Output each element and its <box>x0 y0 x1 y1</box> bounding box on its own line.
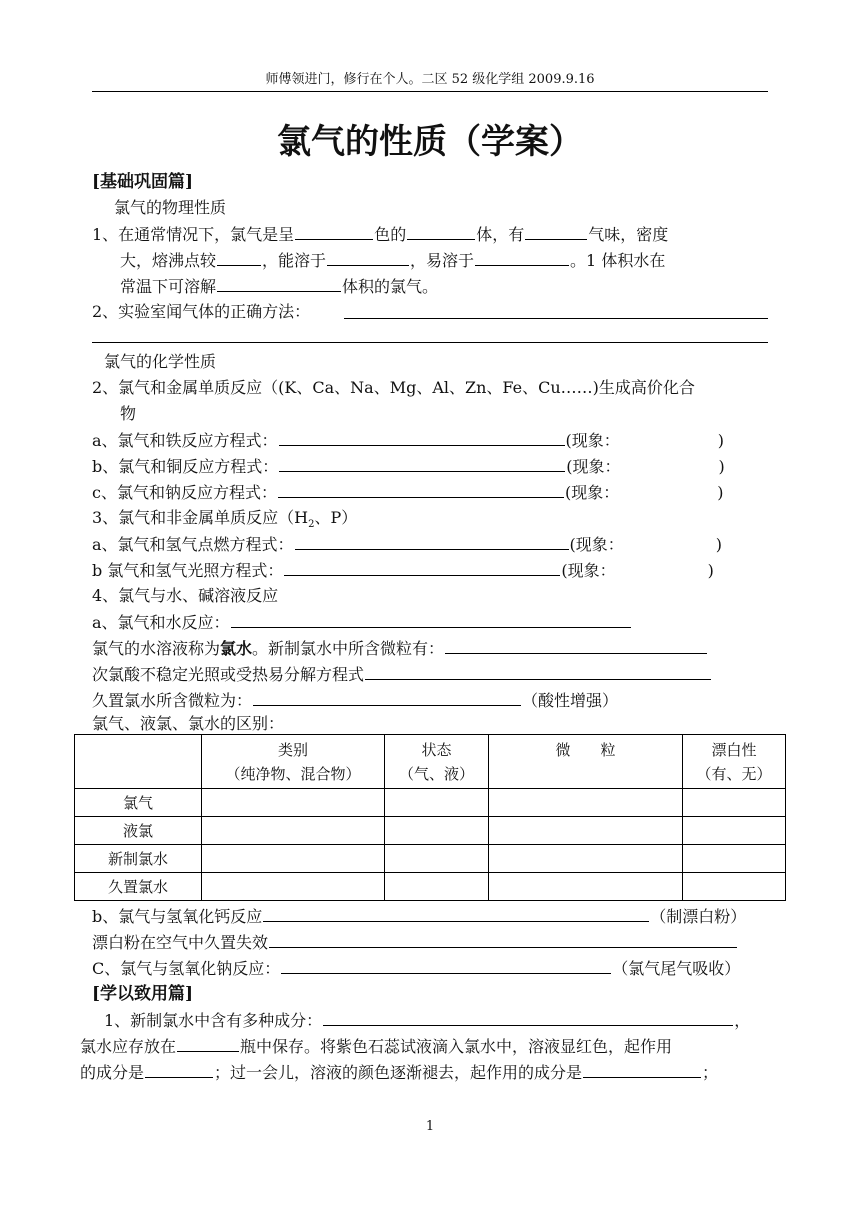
phenomenon-close: ) <box>718 457 725 476</box>
blank-particles[interactable] <box>445 638 707 654</box>
blank-boiling[interactable] <box>217 250 261 266</box>
q3-text-a: 3、氯气和非金属单质反应（H <box>92 508 309 527</box>
app-line1 <box>104 1010 750 1031</box>
cell-input[interactable] <box>202 873 385 901</box>
chlorine-water-text-c: 。新制氯水中所含微粒有： <box>252 639 445 658</box>
blank-equation[interactable] <box>279 456 565 472</box>
q3-text-b: 、P） <box>314 508 358 527</box>
reaction-cu-label: b、氯气和铜反应方程式： <box>92 457 279 476</box>
phenomenon-label: (现象： <box>569 535 624 554</box>
cell-input[interactable] <box>202 789 385 817</box>
q1-text-f: ，能溶于 <box>262 251 327 270</box>
phenomenon-close: ) <box>717 431 725 450</box>
page-number: 1 <box>425 1119 435 1134</box>
reaction-fe-label: a、氯气和铁反应方程式： <box>92 431 278 450</box>
app-line2-text-a: 氯水应存放在 <box>80 1037 177 1056</box>
table-row <box>75 817 786 845</box>
aged-label: 久置氯水所含微粒为： <box>92 691 253 710</box>
header-rule <box>92 91 768 92</box>
blank-easily-soluble[interactable] <box>475 250 569 266</box>
reaction-fe <box>92 430 724 451</box>
reaction-na <box>92 482 723 503</box>
app-line2-text-b: 瓶中保存。将紫色石蕊试液滴入氯水中，溶液显红色，起作用 <box>240 1037 673 1056</box>
header-line1: 漂白性 <box>711 740 757 759</box>
phenomenon-close: ) <box>715 535 723 554</box>
hclo-decomposition <box>92 664 712 685</box>
app-line3-text-b: ；过一会儿，溶液的颜色逐渐褪去，起作用的成分是 <box>214 1063 583 1082</box>
chlorine-water-term: 氯水 <box>220 639 253 658</box>
q1-text-b: 色的 <box>374 225 407 244</box>
cell-input[interactable] <box>385 817 489 845</box>
header-line2: （有、无） <box>696 764 772 783</box>
reaction-naoh <box>92 958 740 979</box>
page-header: 师傅领进门，修行在个人。二区 52 级化学组 2009.9.16 <box>265 72 595 87</box>
cell-input[interactable] <box>385 789 489 817</box>
chemical-properties-heading: 氯气的化学性质 <box>104 352 217 371</box>
blank-equation[interactable] <box>231 612 631 628</box>
comparison-table <box>74 734 786 901</box>
app-line1-end: ， <box>734 1011 751 1030</box>
q1-text-g: ，易溶于 <box>410 251 475 270</box>
blank-equation[interactable] <box>269 932 737 948</box>
q1-text-a: 1、在通常情况下，氯气是呈 <box>92 225 295 244</box>
blank-components[interactable] <box>323 1010 733 1026</box>
cell-input[interactable] <box>683 845 786 873</box>
row-label-liquid-chlorine: 液氯 <box>75 817 202 845</box>
q2-metal-line2: 物 <box>120 404 137 423</box>
blank-bottle[interactable] <box>177 1036 239 1052</box>
cell-input[interactable] <box>202 845 385 873</box>
cell-input[interactable] <box>489 789 683 817</box>
header-cell-category <box>202 735 385 789</box>
blank-equation[interactable] <box>279 430 565 446</box>
blank-equation[interactable] <box>278 482 564 498</box>
header-line2: （气、液） <box>398 764 474 783</box>
phenomenon-label: (现象： <box>565 431 620 450</box>
cell-input[interactable] <box>385 845 489 873</box>
app-line3 <box>80 1062 718 1083</box>
q1-line2 <box>92 250 665 271</box>
app-line3-text-a: 的成分是 <box>80 1063 145 1082</box>
q1-text-e: 大，熔沸点较 <box>120 251 217 270</box>
row-label-fresh-chlorine-water: 新制氯水 <box>75 845 202 873</box>
reaction-h2-light <box>92 560 714 581</box>
subscript-2: 2 <box>308 519 315 531</box>
reaction-caoh2 <box>92 906 746 927</box>
section-heading-basic: [基础巩固篇] <box>92 172 194 192</box>
reaction-water <box>92 612 632 633</box>
app-line1-text: 1、新制氯水中含有多种成分： <box>104 1011 323 1030</box>
blank-equation[interactable] <box>281 958 611 974</box>
section-heading-application: [学以致用篇] <box>92 984 194 1004</box>
reaction-h2-ignite-label: a、氯气和氢气点燃方程式： <box>92 535 294 554</box>
table-header-row <box>75 735 786 789</box>
phenomenon-close: ) <box>707 561 714 580</box>
table-row <box>75 873 786 901</box>
cell-input[interactable] <box>385 873 489 901</box>
q2-metal-line1: 2、氯气和金属单质反应（(K、Ca、Na、Mg、Al、Zn、Fe、Cu……)生成高价化合 <box>92 378 695 397</box>
row-label-chlorine: 氯气 <box>75 789 202 817</box>
row-label-aged-chlorine-water: 久置氯水 <box>75 873 202 901</box>
blank-odor[interactable] <box>525 224 587 240</box>
reaction-h2-light-label: b 氯气和氢气光照方程式： <box>92 561 284 580</box>
cell-input[interactable] <box>683 789 786 817</box>
header-line1: 微 粒 <box>555 741 616 759</box>
blank-component-bleach[interactable] <box>583 1062 701 1078</box>
blank-component-red[interactable] <box>145 1062 213 1078</box>
blank-color[interactable] <box>295 224 373 240</box>
physical-properties-heading: 氯气的物理性质 <box>114 198 227 217</box>
hclo-label: 次氯酸不稳定光照或受热易分解方程式 <box>92 665 365 684</box>
reaction-water-label: a、氯气和水反应： <box>92 613 230 632</box>
table-row <box>75 789 786 817</box>
reaction-cu <box>92 456 725 477</box>
q1-text-j: 体积的氯气。 <box>342 277 439 296</box>
reaction-naoh-note: （氯气尾气吸收） <box>612 959 741 978</box>
cell-input[interactable] <box>489 845 683 873</box>
reaction-caoh2-note: （制漂白粉） <box>650 907 747 926</box>
phenomenon-label: (现象： <box>564 483 620 502</box>
q1-text-i: 常温下可溶解 <box>120 277 217 296</box>
cell-input[interactable] <box>489 873 683 901</box>
cell-input[interactable] <box>683 817 786 845</box>
blank-soluble[interactable] <box>327 250 409 266</box>
header-cell-bleaching <box>683 735 786 789</box>
blank-equation[interactable] <box>295 534 569 550</box>
cell-input[interactable] <box>683 873 786 901</box>
q1-line3 <box>120 276 438 297</box>
reaction-caoh2-label: b、氯气与氢氧化钙反应 <box>92 907 263 926</box>
blank-particles[interactable] <box>253 690 521 706</box>
header-cell-empty <box>75 735 202 789</box>
blank-volume[interactable] <box>217 276 341 292</box>
q2-smell-method: 2、实验室闻气体的正确方法： <box>92 302 311 321</box>
header-cell-state <box>385 735 489 789</box>
chlorine-water-particles <box>92 638 708 659</box>
q4-water-alkali: 4、氯气与水、碱溶液反应 <box>92 586 279 605</box>
blank-state[interactable] <box>407 224 475 240</box>
header-cell-particles <box>489 735 683 789</box>
q1-text-h: 。1 体积水在 <box>570 251 666 270</box>
phenomenon-close: ) <box>717 483 724 502</box>
q1-text-c: 体，有 <box>476 225 525 244</box>
reaction-naoh-label: C、氯气与氢氧化钠反应： <box>92 959 281 978</box>
aged-note: （酸性增强） <box>522 691 619 710</box>
phenomenon-label: (现象： <box>566 457 621 476</box>
page-title: 氯气的性质（学案） <box>277 122 583 162</box>
bleach-label: 漂白粉在空气中久置失效 <box>92 933 269 952</box>
header-line1: 类别 <box>277 740 308 759</box>
phenomenon-label: (现象： <box>561 561 616 580</box>
blank-equation[interactable] <box>263 906 649 922</box>
table-row <box>75 845 786 873</box>
reaction-na-label: c、氯气和钠反应方程式： <box>92 483 277 502</box>
blank-equation[interactable] <box>365 664 711 680</box>
header-line1: 状态 <box>421 740 452 759</box>
bleach-powder-failure <box>92 932 738 953</box>
header-line2: （纯净物、混合物） <box>225 764 361 783</box>
chlorine-water-text-a: 氯气的水溶液称为 <box>92 639 221 658</box>
cell-input[interactable] <box>202 817 385 845</box>
blank-equation[interactable] <box>284 560 560 576</box>
aged-chlorine-water <box>92 690 618 711</box>
answer-line[interactable] <box>344 318 768 319</box>
q3-nonmetal <box>92 508 358 531</box>
cell-input[interactable] <box>489 817 683 845</box>
app-line3-end: ； <box>702 1063 719 1082</box>
reaction-h2-ignite <box>92 534 722 555</box>
q1-line1 <box>92 224 668 245</box>
answer-line[interactable] <box>92 342 768 343</box>
q1-text-d: 气味，密度 <box>588 225 669 244</box>
difference-heading: 氯气、液氯、氯水的区别： <box>92 714 285 733</box>
app-line2 <box>80 1036 672 1057</box>
